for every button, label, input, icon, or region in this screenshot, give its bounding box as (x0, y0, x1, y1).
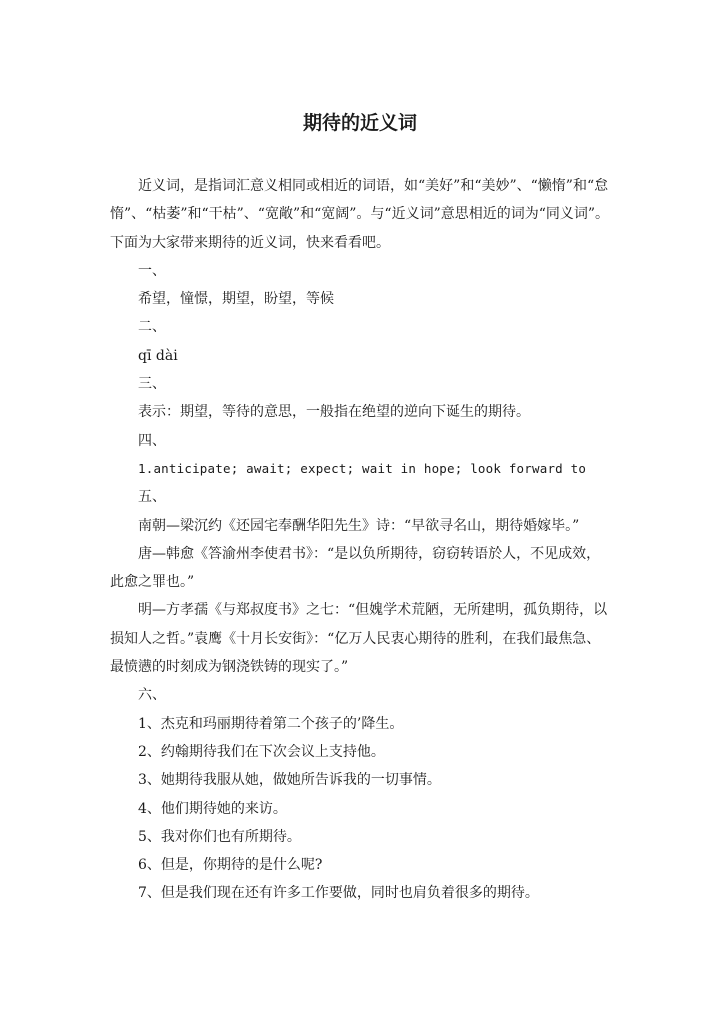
example-sentence: 5、我对你们也有所期待。 (138, 828, 301, 845)
quote-paragraph-3: 明—方孝孺《与郑叔度书》之七：“但媿学术荒陋，无所建明，孤负期待，以损知人之哲。”袁鹰《十月长安街》：“亿万人民衷心期待的胜利，在我们最焦急、最愤懑的时刻成为钢浇铁铸的现实了。” (110, 602, 608, 676)
example-sentence: 3、她期待我服从她，做她所告诉我的一切事情。 (138, 772, 441, 789)
intro-paragraph: 近义词，是指词汇意义相同或相近的词语，如“美好”和“美妙”、“懒惰”和“怠惰”、“枯萎”和“干枯”、“宽敞”和“宽阔”。与“近义词”意思相近的词为“同义词”。下面为大家带来期待的近义词，快来看看吧。 (110, 178, 610, 251)
example-sentence: 2、约翰期待我们在下次会议上支持他。 (138, 743, 385, 760)
section-heading-2: 二、 (138, 319, 166, 336)
example-sentence: 6、但是，你期待的是什么呢? (138, 857, 323, 874)
section-heading-3: 三、 (138, 376, 166, 393)
section-heading-1: 一、 (138, 262, 166, 279)
section-heading-6: 六、 (138, 687, 166, 704)
page-title: 期待的近义词 (302, 112, 417, 134)
section-heading-5: 五、 (138, 489, 166, 506)
quote-paragraph-2: 唐—韩愈《答渝州李使君书》：“是以负所期待，窃窃转语於人，不见成效，此愈之罪也。” (110, 545, 601, 591)
example-sentence: 4、他们期待她的来访。 (138, 800, 287, 817)
example-sentence: 1、杰克和玛丽期待着第二个孩子的’降生。 (138, 715, 404, 732)
section-heading-4: 四、 (138, 432, 166, 449)
document-body (110, 172, 610, 908)
english-translation: 1.anticipate; await; expect; wait in hope; look forward to (138, 460, 587, 476)
meaning-text: 表示：期望，等待的意思，一般指在绝望的逆向下诞生的期待。 (138, 404, 530, 421)
example-sentence: 7、但是我们现在还有许多工作要做，同时也肩负着很多的期待。 (138, 885, 539, 902)
quote-paragraph-1: 南朝—梁沉约《还园宅奉酬华阳先生》诗：“早欲寻名山，期待婚嫁毕。” (138, 517, 580, 534)
pinyin-text: qī dài (138, 347, 178, 364)
synonyms-list: 希望，憧憬，期望，盼望，等候 (138, 291, 334, 308)
